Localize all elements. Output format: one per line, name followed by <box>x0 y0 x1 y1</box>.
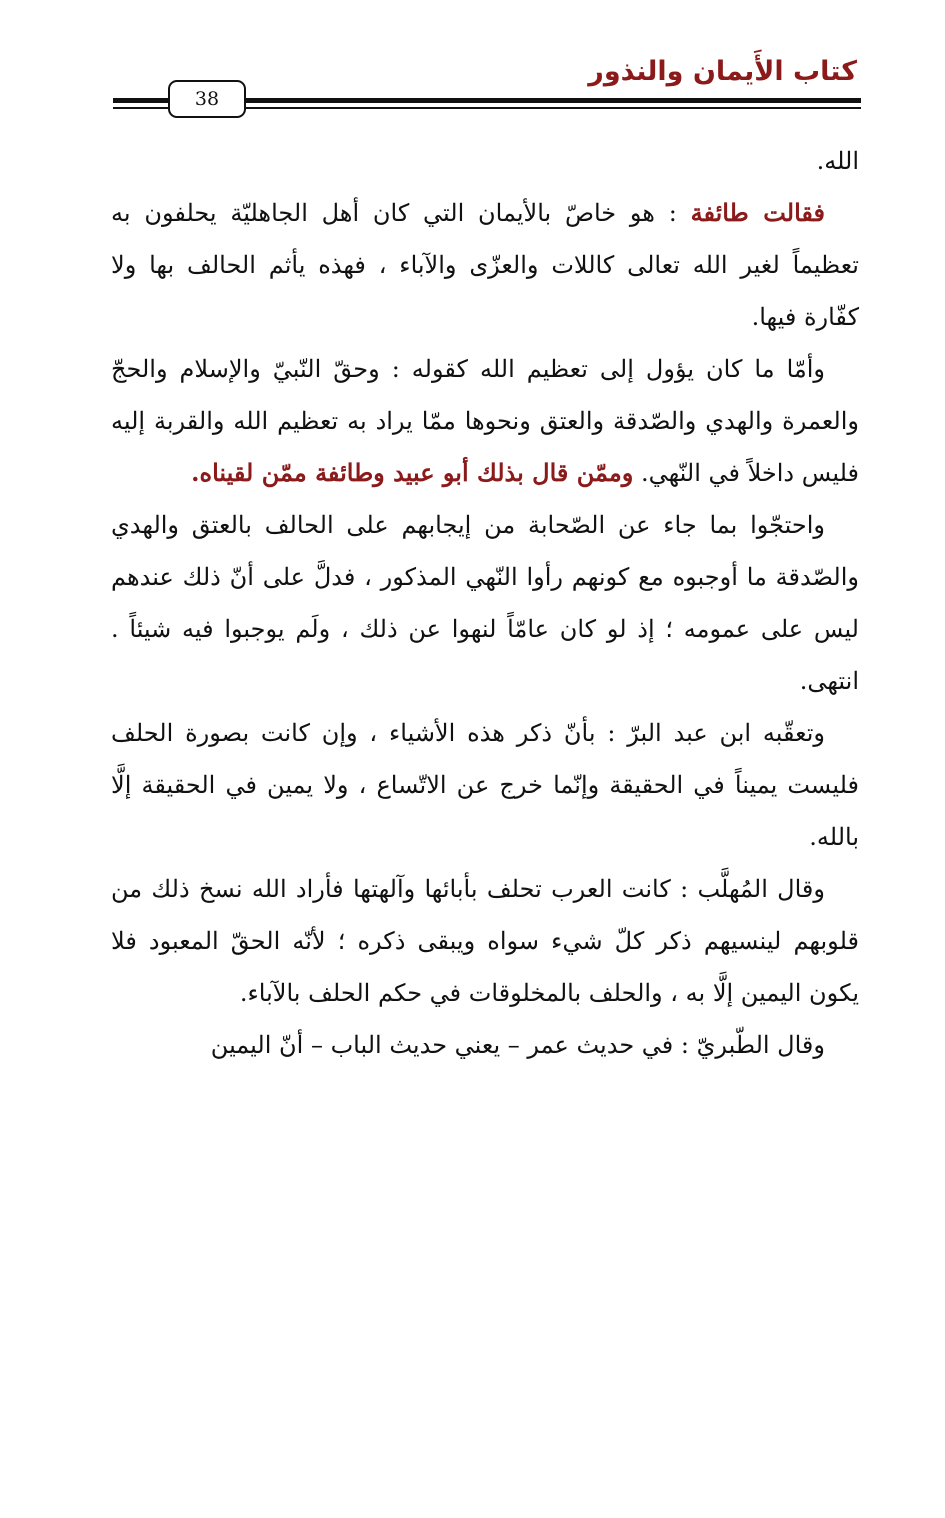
text-segment: وتعقّبه ابن عبد البرّ : بأنّ ذكر هذه الأشياء ، وإن كانت بصورة الحلف فليست يميناً في الحقيقة وإنّما خرج عن الاتّساع ، ولا يمين في الحقيقة إلَّا بالله. <box>111 719 859 851</box>
paragraph <box>111 1019 859 1071</box>
paragraph <box>111 187 859 343</box>
page-number-badge <box>168 80 246 118</box>
text-segment: واحتجّوا بما جاء عن الصّحابة من إيجابهم على الحالف بالعتق والهدي والصّدقة ما أوجبوه مع كونهم رأوا النّهي المذكور ، فدلَّ على أنّ ذلك عندهم ليس على عمومه ؛ إذ لو كان عامّاً لنهوا عن ذلك ، ولَم يوجبوا فيه شيئاً . انتهى. <box>111 511 859 695</box>
highlighted-phrase: وممّن قال بذلك أبو عبيد وطائفة ممّن لقيناه. <box>191 458 634 487</box>
body-text <box>111 135 859 1071</box>
paragraph <box>111 499 859 707</box>
paragraph <box>111 135 859 187</box>
text-segment: وأمّا ما كان يؤول إلى تعظيم الله كقوله : وحقّ النّبيّ والإسلام والحجّ والعمرة والهدي والصّدقة والعتق ونحوها ممّا يراد به تعظيم الله والقربة إليه فليس داخلاً في النّهي. <box>111 355 859 487</box>
text-segment: وقال الطّبريّ : في حديث عمر – يعني حديث الباب – أنّ اليمين <box>210 1031 825 1059</box>
highlighted-phrase: فقالت طائفة <box>690 198 825 227</box>
text-segment: الله. <box>816 147 859 175</box>
book-title: كتاب الأَيمان والنذور <box>588 56 857 87</box>
paragraph <box>111 707 859 863</box>
page-number: 38 <box>194 88 220 110</box>
paragraph <box>111 343 859 499</box>
paragraph <box>111 863 859 1019</box>
text-segment: وقال المُهلَّب : كانت العرب تحلف بأبائها وآلهتها فأراد الله نسخ ذلك من قلوبهم لينسيهم ذكر كلّ شيء سواه ويبقى ذكره ؛ لأنّه الحقّ المعبود فلا يكون اليمين إلَّا به ، والحلف بالمخلوقات في حكم الحلف بالآباء. <box>111 875 859 1007</box>
text-segment: : هو خاصّ بالأيمان التي كان أهل الجاهليّة يحلفون به تعظيماً لغير الله تعالى كاللات والعزّى والآباء ، فهذه يأثم الحالف بها ولا كفّارة فيها. <box>111 199 859 331</box>
